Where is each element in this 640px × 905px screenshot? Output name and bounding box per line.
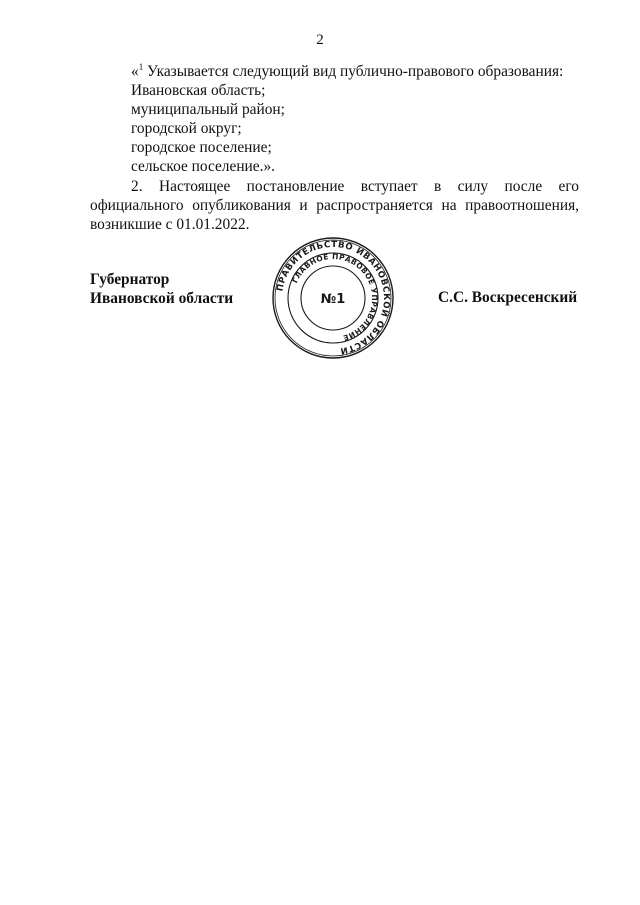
- list-item: городское поселение;: [131, 139, 272, 157]
- list-item: сельское поселение.».: [131, 158, 276, 176]
- clause-2-line-2: официального опубликования и распространяется на правоотношения,: [90, 196, 579, 214]
- page-number: 2: [316, 32, 324, 48]
- list-item: Ивановская область;: [131, 82, 266, 100]
- clause-2-line-3: возникшие с 01.01.2022.: [90, 215, 250, 233]
- footnote-intro-line: [131, 62, 579, 81]
- position-line-2: Ивановской области: [90, 290, 234, 307]
- official-stamp: [271, 236, 395, 360]
- clause-2-line-1: [131, 177, 579, 196]
- open-quote: «: [131, 63, 139, 80]
- signatory-position: [90, 270, 233, 308]
- stamp-number: №1: [320, 292, 346, 307]
- document-body: [90, 62, 579, 234]
- stamp-inner-text: ГЛАВНОЕ ПРАВОВОЕ УПРАВЛЕНИЕ: [290, 251, 380, 343]
- footnote-intro: Указывается следующий вид публично-правового образования:: [143, 63, 564, 80]
- signatory-name: С.С. Воскресенский: [438, 289, 578, 306]
- stamp-outer-text: ПРАВИТЕЛЬСТВО ИВАНОВСКОЙ ОБЛАСТИ: [275, 239, 392, 356]
- list-item: городской округ;: [131, 120, 242, 138]
- clause-2-text: Настоящее постановление вступает в силу после его: [159, 177, 579, 195]
- footnote-marker: 1: [138, 62, 144, 72]
- list-item: муниципальный район;: [131, 101, 285, 119]
- clause-number: 2.: [131, 177, 143, 195]
- position-line-1: Губернатор: [90, 271, 170, 288]
